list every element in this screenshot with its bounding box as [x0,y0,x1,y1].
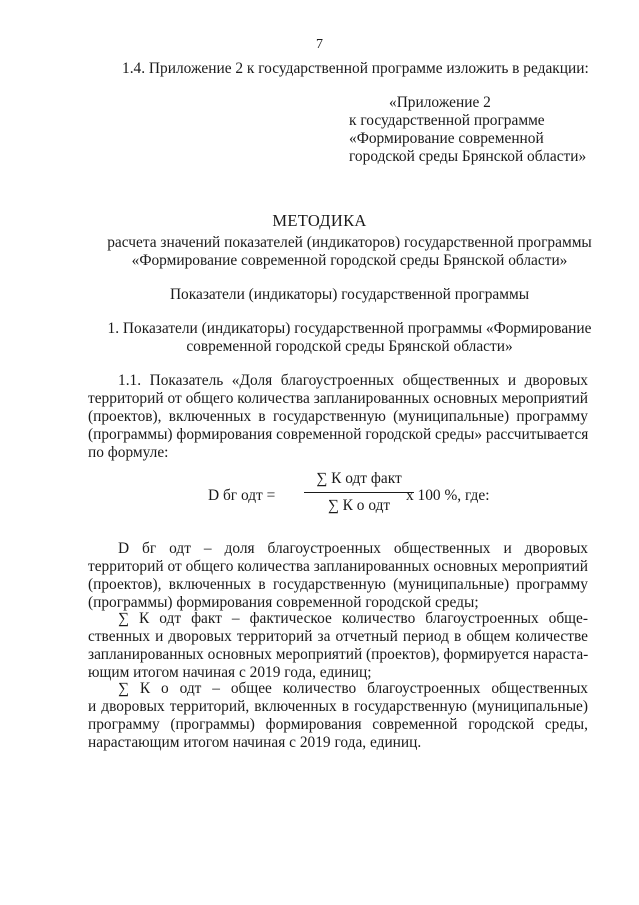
formula [208,470,508,522]
definition-total [88,680,588,752]
subsection-heading-line: 1. Показатели (индикаторы) государственной программы «Формирование [107,320,592,337]
subtitle-line: «Формирование современной городской среды Брянской области» [131,252,568,269]
document-title: МЕТОДИКА [272,211,367,230]
formula-numerator: ∑ К одт факт [316,470,402,487]
definition-line: запланированных основных мероприятий (проектов), формируется нараста- [88,646,589,663]
definition-line: ∑ К о одт – общее количество благоустроенных общественных [118,680,588,697]
definition-line: ственных и дворовых территорий за отчетный период в общем количестве [88,628,588,645]
indicator-paragraph [88,372,588,462]
page-number: 7 [316,37,323,52]
definition-line: (проектов), включенных в государственную (муниципальные) программу [88,576,588,593]
definition-line: нарастающим итогом начиная с 2019 года, единиц. [88,734,422,751]
definition-d [88,540,588,612]
definition-line: ∑ К одт факт – фактическое количество благоустроенных обще- [118,610,588,627]
paragraph-line: 1.1. Показатель «Доля благоустроенных общественных и дворовых [118,372,588,389]
section-heading [60,286,639,304]
definition-line: территорий от общего количества запланированных основных мероприятий [88,558,588,575]
section-heading-text: Показатели (индикаторы) государственной программы [169,286,530,303]
definition-line: программу (программы) формирования современной городской среды, [88,716,588,733]
formula-rhs: х 100 %, где: [406,487,490,504]
intro-paragraph: 1.4. Приложение 2 к государственной программе изложить в редакции: [122,60,589,77]
subsection-heading [60,320,639,356]
formula-denominator: ∑ К о одт [327,497,391,514]
subtitle-line: расчета значений показателей (индикаторов) государственной программы [107,234,592,251]
appendix-header-line: городской среды Брянской области» [349,148,587,165]
appendix-header-line: «Формирование современной [349,130,544,147]
subsection-heading-line: современной городской среды Брянской области» [186,338,513,355]
definition-line: (программы) формирования современной городской среды; [88,594,479,611]
formula-lhs: D бг одт = [208,487,276,504]
fraction-bar [304,492,414,493]
appendix-header [349,94,586,166]
definition-line: ющим итогом начиная с 2019 года, единиц; [88,664,372,681]
definition-fact [88,610,588,682]
paragraph-line: (проектов), включенных в государственную (муниципальные) программу [88,408,588,425]
paragraph-line: по формуле: [88,444,169,461]
definition-line: и дворовых территорий, включенных в государственную (муниципальные) [88,698,588,715]
appendix-header-line: «Приложение 2 [389,94,491,111]
definition-line: D бг одт – доля благоустроенных общественных и дворовых [118,540,588,557]
document-subtitle [60,234,639,270]
appendix-header-line: к государственной программе [349,112,545,129]
paragraph-line: (программы) формирования современной городской среды» рассчитывается [88,426,589,443]
paragraph-line: территорий от общего количества запланированных основных мероприятий [88,390,588,407]
